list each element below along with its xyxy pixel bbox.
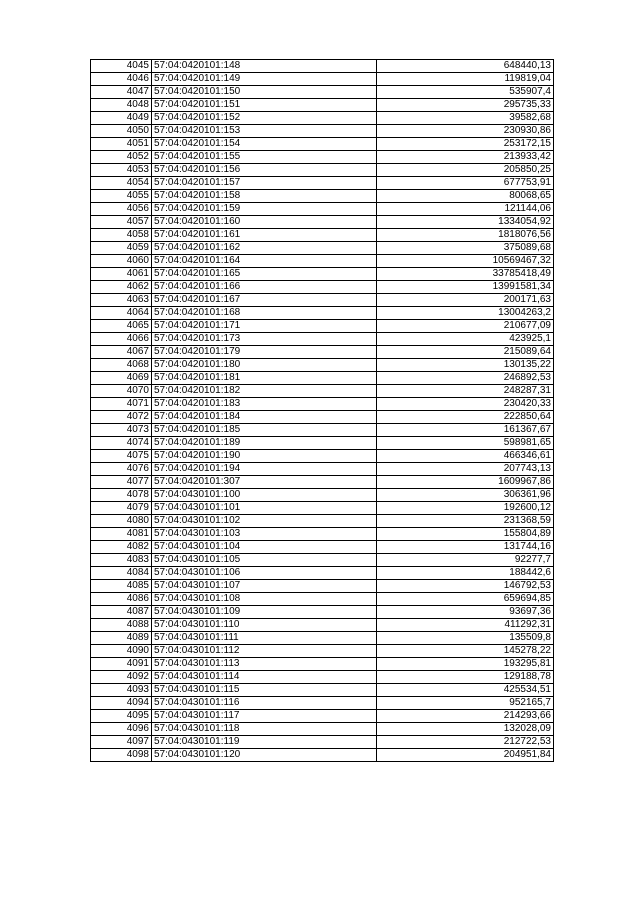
row-number-cell: 4068 — [91, 359, 152, 372]
cadastral-number-cell: 57:04:0420101:182 — [152, 385, 377, 398]
table-row — [91, 177, 554, 190]
table-row — [91, 268, 554, 281]
table-row — [91, 411, 554, 424]
row-number-cell: 4079 — [91, 502, 152, 515]
cadastral-number-cell: 57:04:0420101:156 — [152, 164, 377, 177]
cadastral-number-cell: 57:04:0420101:166 — [152, 281, 377, 294]
value-cell: 659694,85 — [377, 593, 554, 606]
cadastral-number-cell: 57:04:0430101:103 — [152, 528, 377, 541]
row-number-cell: 4054 — [91, 177, 152, 190]
row-number-cell: 4095 — [91, 710, 152, 723]
row-number-cell: 4090 — [91, 645, 152, 658]
cadastral-number-cell: 57:04:0430101:101 — [152, 502, 377, 515]
value-cell: 145278,22 — [377, 645, 554, 658]
cadastral-number-cell: 57:04:0420101:151 — [152, 99, 377, 112]
row-number-cell: 4084 — [91, 567, 152, 580]
table-row — [91, 333, 554, 346]
cadastral-number-cell: 57:04:0420101:162 — [152, 242, 377, 255]
value-cell: 648440,13 — [377, 60, 554, 73]
value-cell: 155804,89 — [377, 528, 554, 541]
value-cell: 411292,31 — [377, 619, 554, 632]
value-cell: 952165,7 — [377, 697, 554, 710]
table-row — [91, 489, 554, 502]
value-cell: 39582,68 — [377, 112, 554, 125]
cadastral-number-cell: 57:04:0420101:185 — [152, 424, 377, 437]
value-cell: 119819,04 — [377, 73, 554, 86]
row-number-cell: 4092 — [91, 671, 152, 684]
row-number-cell: 4086 — [91, 593, 152, 606]
row-number-cell: 4075 — [91, 450, 152, 463]
value-cell: 677753,91 — [377, 177, 554, 190]
row-number-cell: 4078 — [91, 489, 152, 502]
row-number-cell: 4045 — [91, 60, 152, 73]
table-row — [91, 255, 554, 268]
value-cell: 215089,64 — [377, 346, 554, 359]
row-number-cell: 4091 — [91, 658, 152, 671]
row-number-cell: 4083 — [91, 554, 152, 567]
table-row — [91, 320, 554, 333]
cadastral-number-cell: 57:04:0420101:158 — [152, 190, 377, 203]
table-row — [91, 515, 554, 528]
table-row — [91, 606, 554, 619]
value-cell: 231368,59 — [377, 515, 554, 528]
value-cell: 204951,84 — [377, 749, 554, 762]
cadastral-number-cell: 57:04:0420101:307 — [152, 476, 377, 489]
cadastral-number-cell: 57:04:0420101:161 — [152, 229, 377, 242]
table-row — [91, 346, 554, 359]
table-row — [91, 294, 554, 307]
table-row — [91, 125, 554, 138]
table-row — [91, 619, 554, 632]
table-row — [91, 645, 554, 658]
table-row — [91, 73, 554, 86]
value-cell: 230930,86 — [377, 125, 554, 138]
cadastral-number-cell: 57:04:0420101:181 — [152, 372, 377, 385]
table-row — [91, 671, 554, 684]
cadastral-number-cell: 57:04:0420101:155 — [152, 151, 377, 164]
table-row — [91, 528, 554, 541]
cadastral-number-cell: 57:04:0420101:159 — [152, 203, 377, 216]
row-number-cell: 4051 — [91, 138, 152, 151]
table-row — [91, 372, 554, 385]
row-number-cell: 4056 — [91, 203, 152, 216]
table-row — [91, 385, 554, 398]
value-cell: 295735,33 — [377, 99, 554, 112]
table-body — [91, 60, 554, 762]
row-number-cell: 4072 — [91, 411, 152, 424]
value-cell: 248287,31 — [377, 385, 554, 398]
row-number-cell: 4066 — [91, 333, 152, 346]
value-cell: 425534,51 — [377, 684, 554, 697]
row-number-cell: 4053 — [91, 164, 152, 177]
row-number-cell: 4087 — [91, 606, 152, 619]
cadastral-number-cell: 57:04:0420101:165 — [152, 268, 377, 281]
row-number-cell: 4069 — [91, 372, 152, 385]
table-row — [91, 502, 554, 515]
table-row — [91, 281, 554, 294]
table-row — [91, 476, 554, 489]
cadastral-number-cell: 57:04:0420101:179 — [152, 346, 377, 359]
row-number-cell: 4067 — [91, 346, 152, 359]
value-cell: 200171,63 — [377, 294, 554, 307]
cadastral-number-cell: 57:04:0430101:108 — [152, 593, 377, 606]
value-cell: 205850,25 — [377, 164, 554, 177]
value-cell: 306361,96 — [377, 489, 554, 502]
cadastral-number-cell: 57:04:0430101:100 — [152, 489, 377, 502]
row-number-cell: 4058 — [91, 229, 152, 242]
value-cell: 132028,09 — [377, 723, 554, 736]
cadastral-number-cell: 57:04:0420101:173 — [152, 333, 377, 346]
cadastral-number-cell: 57:04:0420101:153 — [152, 125, 377, 138]
value-cell: 210677,09 — [377, 320, 554, 333]
table-row — [91, 697, 554, 710]
value-cell: 92277,7 — [377, 554, 554, 567]
table-row — [91, 112, 554, 125]
row-number-cell: 4096 — [91, 723, 152, 736]
row-number-cell: 4047 — [91, 86, 152, 99]
cadastral-number-cell: 57:04:0420101:190 — [152, 450, 377, 463]
cadastral-number-cell: 57:04:0430101:107 — [152, 580, 377, 593]
cadastral-number-cell: 57:04:0430101:111 — [152, 632, 377, 645]
value-cell: 188442,6 — [377, 567, 554, 580]
row-number-cell: 4077 — [91, 476, 152, 489]
row-number-cell: 4085 — [91, 580, 152, 593]
value-cell: 80068,65 — [377, 190, 554, 203]
row-number-cell: 4065 — [91, 320, 152, 333]
value-cell: 466346,61 — [377, 450, 554, 463]
cadastral-number-cell: 57:04:0420101:189 — [152, 437, 377, 450]
cadastral-number-cell: 57:04:0430101:117 — [152, 710, 377, 723]
row-number-cell: 4070 — [91, 385, 152, 398]
row-number-cell: 4098 — [91, 749, 152, 762]
row-number-cell: 4048 — [91, 99, 152, 112]
row-number-cell: 4093 — [91, 684, 152, 697]
cadastral-number-cell: 57:04:0420101:164 — [152, 255, 377, 268]
table-row — [91, 86, 554, 99]
value-cell: 230420,33 — [377, 398, 554, 411]
table-row — [91, 567, 554, 580]
table-row — [91, 437, 554, 450]
value-cell: 1334054,92 — [377, 216, 554, 229]
cadastral-number-cell: 57:04:0430101:120 — [152, 749, 377, 762]
row-number-cell: 4061 — [91, 268, 152, 281]
row-number-cell: 4057 — [91, 216, 152, 229]
table-row — [91, 307, 554, 320]
row-number-cell: 4062 — [91, 281, 152, 294]
row-number-cell: 4059 — [91, 242, 152, 255]
cadastral-number-cell: 57:04:0420101:180 — [152, 359, 377, 372]
table-row — [91, 684, 554, 697]
cadastral-number-cell: 57:04:0430101:115 — [152, 684, 377, 697]
table-row — [91, 736, 554, 749]
value-cell: 423925,1 — [377, 333, 554, 346]
row-number-cell: 4055 — [91, 190, 152, 203]
cadastral-number-cell: 57:04:0420101:154 — [152, 138, 377, 151]
value-cell: 192600,12 — [377, 502, 554, 515]
table-row — [91, 359, 554, 372]
value-cell: 93697,36 — [377, 606, 554, 619]
table-row — [91, 554, 554, 567]
value-cell: 135509,8 — [377, 632, 554, 645]
cadastral-number-cell: 57:04:0420101:152 — [152, 112, 377, 125]
value-cell: 253172,15 — [377, 138, 554, 151]
value-cell: 10569467,32 — [377, 255, 554, 268]
row-number-cell: 4063 — [91, 294, 152, 307]
value-cell: 129188,78 — [377, 671, 554, 684]
cadastral-number-cell: 57:04:0430101:116 — [152, 697, 377, 710]
cadastral-number-cell: 57:04:0430101:102 — [152, 515, 377, 528]
cadastral-number-cell: 57:04:0430101:118 — [152, 723, 377, 736]
table-row — [91, 60, 554, 73]
value-cell: 1818076,56 — [377, 229, 554, 242]
value-cell: 213933,42 — [377, 151, 554, 164]
row-number-cell: 4088 — [91, 619, 152, 632]
cadastral-value-table — [90, 59, 554, 762]
cadastral-number-cell: 57:04:0430101:112 — [152, 645, 377, 658]
row-number-cell: 4060 — [91, 255, 152, 268]
value-cell: 161367,67 — [377, 424, 554, 437]
value-cell: 121144,06 — [377, 203, 554, 216]
table-row — [91, 424, 554, 437]
row-number-cell: 4097 — [91, 736, 152, 749]
cadastral-number-cell: 57:04:0420101:171 — [152, 320, 377, 333]
value-cell: 214293,66 — [377, 710, 554, 723]
table-row — [91, 658, 554, 671]
row-number-cell: 4073 — [91, 424, 152, 437]
cadastral-number-cell: 57:04:0430101:109 — [152, 606, 377, 619]
table-row — [91, 580, 554, 593]
cadastral-number-cell: 57:04:0420101:183 — [152, 398, 377, 411]
table-row — [91, 463, 554, 476]
row-number-cell: 4046 — [91, 73, 152, 86]
row-number-cell: 4071 — [91, 398, 152, 411]
table-row — [91, 749, 554, 762]
cadastral-number-cell: 57:04:0420101:150 — [152, 86, 377, 99]
value-cell: 130135,22 — [377, 359, 554, 372]
value-cell: 131744,16 — [377, 541, 554, 554]
cadastral-number-cell: 57:04:0430101:106 — [152, 567, 377, 580]
table-row — [91, 593, 554, 606]
cadastral-number-cell: 57:04:0430101:104 — [152, 541, 377, 554]
value-cell: 146792,53 — [377, 580, 554, 593]
cadastral-number-cell: 57:04:0430101:119 — [152, 736, 377, 749]
value-cell: 375089,68 — [377, 242, 554, 255]
row-number-cell: 4080 — [91, 515, 152, 528]
row-number-cell: 4094 — [91, 697, 152, 710]
cadastral-number-cell: 57:04:0420101:184 — [152, 411, 377, 424]
cadastral-number-cell: 57:04:0430101:113 — [152, 658, 377, 671]
table-row — [91, 632, 554, 645]
table-row — [91, 398, 554, 411]
value-cell: 1609967,86 — [377, 476, 554, 489]
value-cell: 13991581,34 — [377, 281, 554, 294]
row-number-cell: 4076 — [91, 463, 152, 476]
value-cell: 222850,64 — [377, 411, 554, 424]
row-number-cell: 4082 — [91, 541, 152, 554]
cadastral-number-cell: 57:04:0420101:157 — [152, 177, 377, 190]
cadastral-number-cell: 57:04:0420101:194 — [152, 463, 377, 476]
row-number-cell: 4089 — [91, 632, 152, 645]
value-cell: 33785418,49 — [377, 268, 554, 281]
row-number-cell: 4050 — [91, 125, 152, 138]
row-number-cell: 4074 — [91, 437, 152, 450]
cadastral-number-cell: 57:04:0420101:160 — [152, 216, 377, 229]
cadastral-number-cell: 57:04:0430101:114 — [152, 671, 377, 684]
table-row — [91, 138, 554, 151]
table-row — [91, 164, 554, 177]
table-row — [91, 710, 554, 723]
table-row — [91, 99, 554, 112]
cadastral-number-cell: 57:04:0420101:167 — [152, 294, 377, 307]
value-cell: 535907,4 — [377, 86, 554, 99]
row-number-cell: 4052 — [91, 151, 152, 164]
table-row — [91, 242, 554, 255]
table-row — [91, 190, 554, 203]
value-cell: 212722,53 — [377, 736, 554, 749]
table-row — [91, 541, 554, 554]
cadastral-number-cell: 57:04:0430101:105 — [152, 554, 377, 567]
cadastral-number-cell: 57:04:0420101:149 — [152, 73, 377, 86]
cadastral-number-cell: 57:04:0420101:148 — [152, 60, 377, 73]
table-row — [91, 229, 554, 242]
value-cell: 598981,65 — [377, 437, 554, 450]
table-row — [91, 723, 554, 736]
table-row — [91, 450, 554, 463]
row-number-cell: 4081 — [91, 528, 152, 541]
value-cell: 13004263,2 — [377, 307, 554, 320]
row-number-cell: 4064 — [91, 307, 152, 320]
value-cell: 207743,13 — [377, 463, 554, 476]
value-cell: 246892,53 — [377, 372, 554, 385]
cadastral-number-cell: 57:04:0420101:168 — [152, 307, 377, 320]
cadastral-number-cell: 57:04:0430101:110 — [152, 619, 377, 632]
value-cell: 193295,81 — [377, 658, 554, 671]
table-row — [91, 203, 554, 216]
table-row — [91, 216, 554, 229]
row-number-cell: 4049 — [91, 112, 152, 125]
table-row — [91, 151, 554, 164]
